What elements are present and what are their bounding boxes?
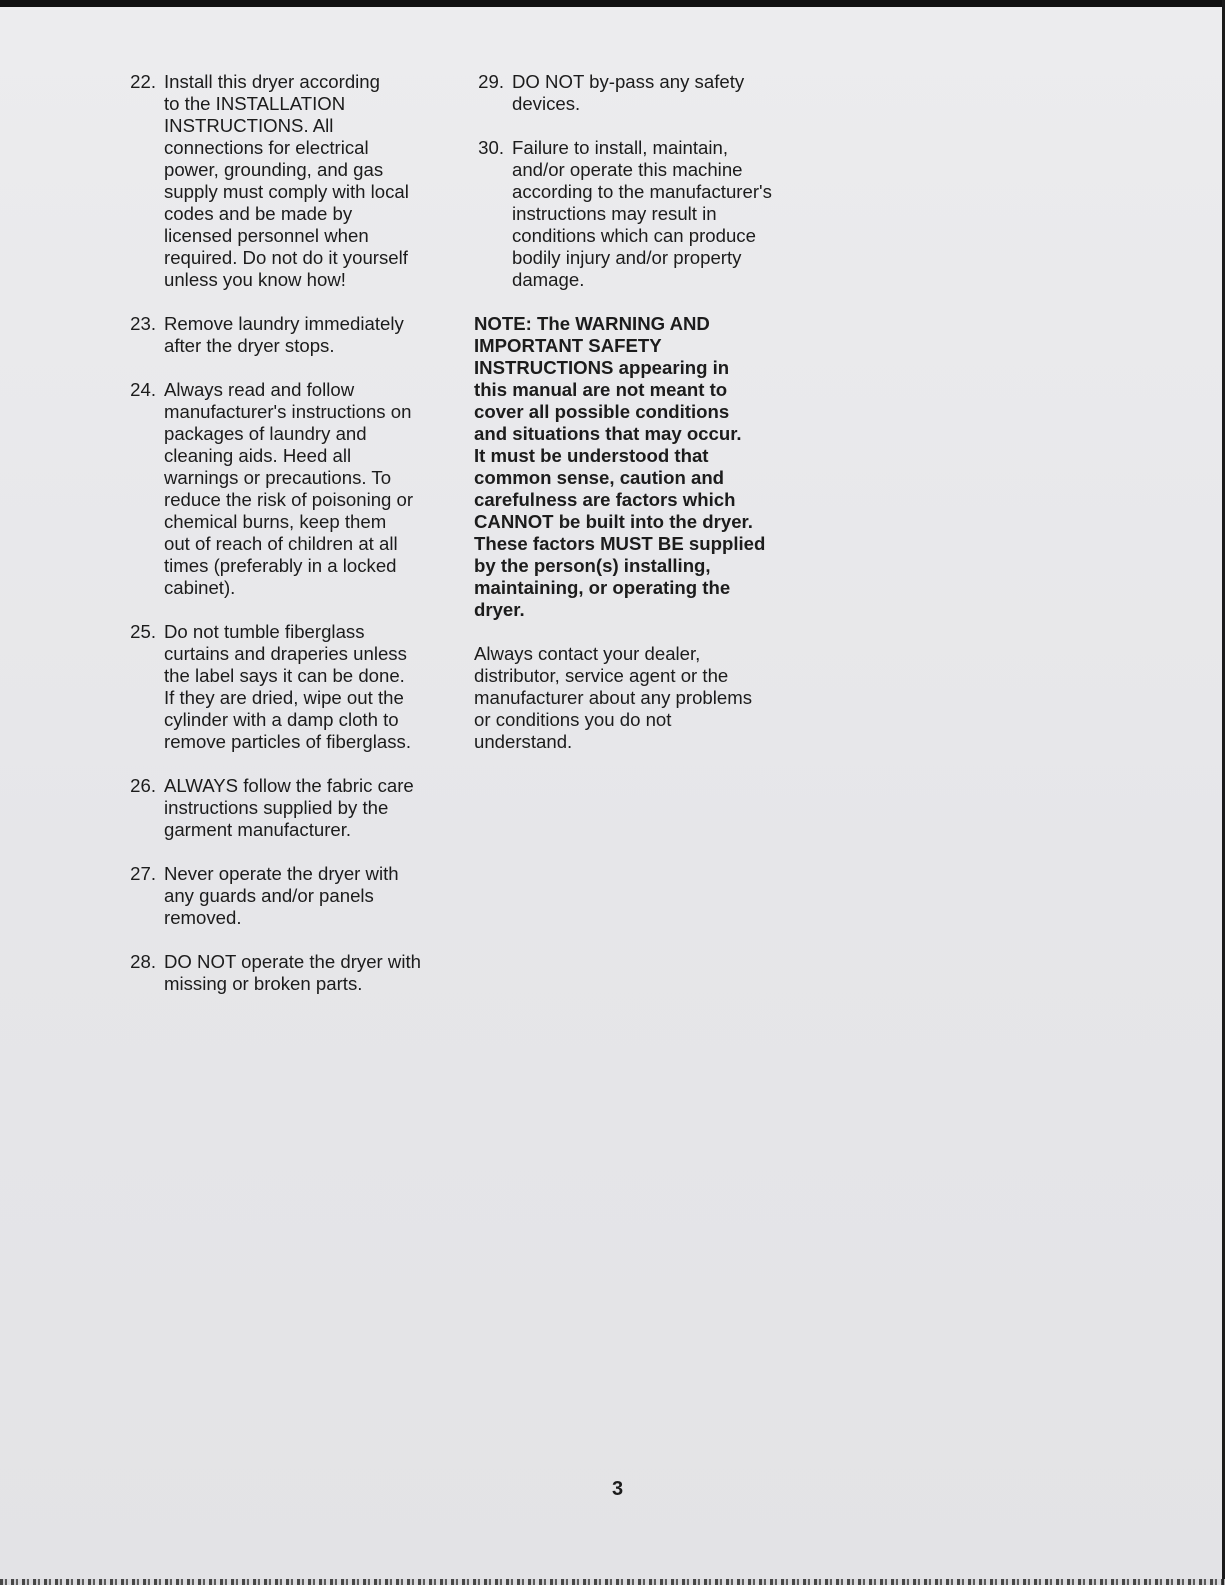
- left-column: [126, 71, 451, 1017]
- item-text: ALWAYS follow the fabric care instructions supplied by the garment manufacturer.: [164, 775, 414, 840]
- contact-paragraph: Always contact your dealer, distributor, service agent or the manufacturer about any problems or conditions you do not understand.: [474, 643, 753, 752]
- item-number: 24.: [130, 379, 156, 400]
- item-text: Remove laundry immediately after the dryer stops.: [164, 313, 404, 356]
- scan-bottom-edge: [0, 1579, 1225, 1585]
- list-item-30: [474, 137, 809, 291]
- list-item-22: [126, 71, 451, 291]
- item-number: 22.: [130, 71, 156, 92]
- page-number: 3: [612, 1478, 624, 1500]
- item-number: 25.: [130, 621, 156, 642]
- item-number: 23.: [130, 313, 156, 334]
- item-number: 27.: [130, 863, 156, 884]
- item-text: DO NOT by-pass any safety devices.: [512, 71, 745, 114]
- item-text: Install this dryer according to the INSTALLATION INSTRUCTIONS. All connections for electrical power, grounding, and gas supply must comply with local codes and be made by licensed personnel when required. Do not do it yourself unless you know how!: [164, 71, 409, 290]
- list-item-24: [126, 379, 451, 599]
- item-text: DO NOT operate the dryer with missing or broken parts.: [164, 951, 421, 994]
- list-item-28: [126, 951, 451, 995]
- item-text: Always read and follow manufacturer's instructions on packages of laundry and cleaning aids. Heed all warnings or precautions. To reduce the risk of poisoning or chemical burns, keep them out of reach of children at all times (preferably in a locked cabinet).: [164, 379, 414, 598]
- item-number: 30.: [478, 137, 504, 158]
- item-number: 28.: [130, 951, 156, 972]
- list-item-29: [474, 71, 809, 115]
- item-number: 29.: [478, 71, 504, 92]
- right-column: [474, 71, 809, 753]
- item-text: Do not tumble fiberglass curtains and draperies unless the label says it can be done. If they are dried, wipe out the cylinder with a damp cloth to remove particles of fiberglass.: [164, 621, 411, 752]
- safety-note: NOTE: The WARNING AND IMPORTANT SAFETY INSTRUCTIONS appearing in this manual are not meant to cover all possible conditions and situations that may occur. It must be understood that common sense, caution and carefulness are factors which CANNOT be built into the dryer. These factors MUST BE supplied by the person(s) installing, maintaining, or operating the dryer.: [474, 313, 766, 620]
- list-item-27: [126, 863, 451, 929]
- list-item-23: [126, 313, 451, 357]
- item-number: 26.: [130, 775, 156, 796]
- list-item-26: [126, 775, 451, 841]
- scan-top-edge: [0, 0, 1225, 7]
- list-item-25: [126, 621, 451, 753]
- item-text: Never operate the dryer with any guards and/or panels removed.: [164, 863, 399, 928]
- item-text: Failure to install, maintain, and/or operate this machine according to the manufacturer's instructions may result in conditions which can produce bodily injury and/or property damage.: [512, 137, 772, 290]
